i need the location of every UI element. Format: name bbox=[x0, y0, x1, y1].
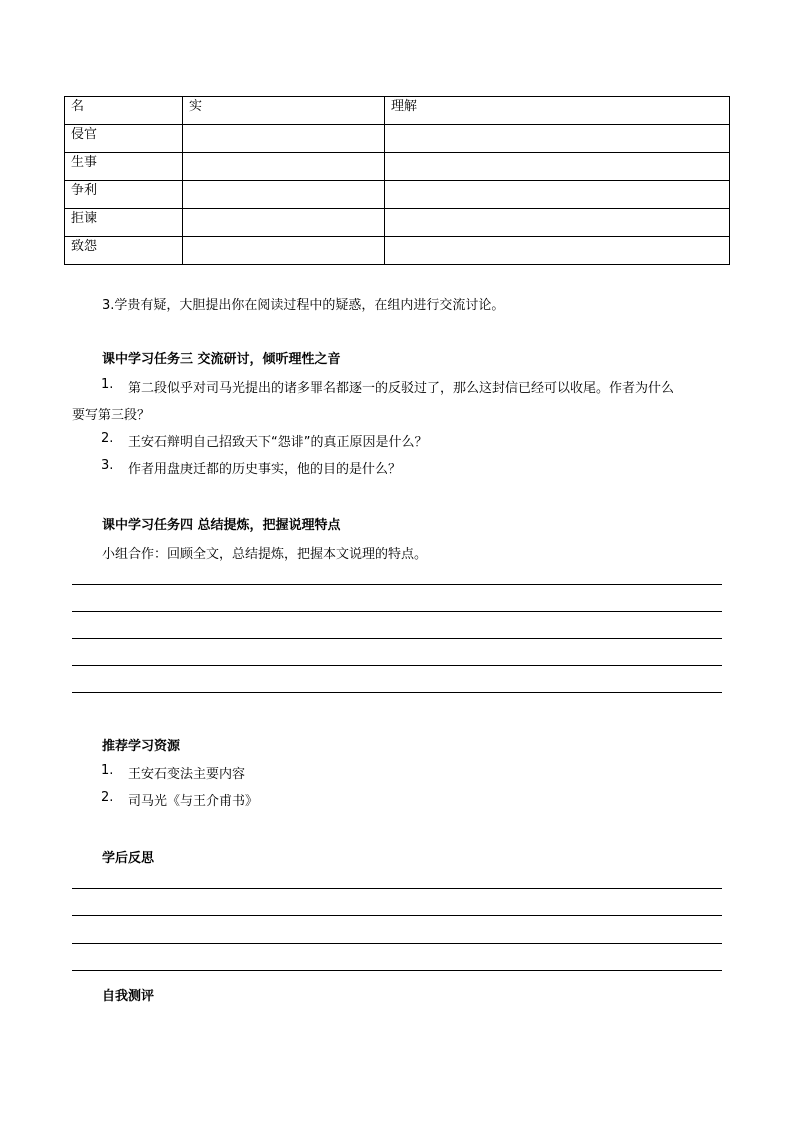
answer-line[interactable] bbox=[72, 584, 722, 585]
question-number: 2. bbox=[101, 431, 114, 446]
answer-line[interactable] bbox=[72, 611, 722, 612]
resources-heading: 推荐学习资源 bbox=[102, 739, 181, 754]
table-row bbox=[65, 153, 730, 181]
table-cell: 致怨 bbox=[65, 237, 183, 265]
table-row bbox=[65, 209, 730, 237]
table-header-cell: 理解 bbox=[385, 97, 730, 125]
reflection-line[interactable] bbox=[72, 970, 722, 971]
table-cell[interactable] bbox=[385, 237, 730, 265]
table-header-row bbox=[65, 97, 730, 125]
table-row bbox=[65, 181, 730, 209]
table-cell: 生事 bbox=[65, 153, 183, 181]
item-3-text: 3.学贵有疑，大胆提出你在阅读过程中的疑惑，在组内进行交流讨论。 bbox=[102, 298, 505, 313]
table-header-cell: 名 bbox=[65, 97, 183, 125]
table-cell[interactable] bbox=[385, 181, 730, 209]
resource-number: 2. bbox=[101, 790, 114, 805]
task3-heading: 课中学习任务三 交流研讨，倾听理性之音 bbox=[102, 352, 341, 367]
table-row bbox=[65, 125, 730, 153]
reflection-line[interactable] bbox=[72, 943, 722, 944]
question-text: 王安石辩明自己招致天下“怨诽”的真正原因是什么？ bbox=[128, 435, 428, 450]
table-cell[interactable] bbox=[183, 125, 385, 153]
table-cell[interactable] bbox=[385, 209, 730, 237]
table-cell[interactable] bbox=[183, 153, 385, 181]
answer-line[interactable] bbox=[72, 638, 722, 639]
table-cell: 侵官 bbox=[65, 125, 183, 153]
table-cell[interactable] bbox=[385, 125, 730, 153]
table-row bbox=[65, 237, 730, 265]
table-cell[interactable] bbox=[183, 209, 385, 237]
task4-heading: 课中学习任务四 总结提炼，把握说理特点 bbox=[102, 518, 341, 533]
name-reality-table bbox=[64, 96, 730, 265]
resource-number: 1. bbox=[101, 763, 114, 778]
table-cell[interactable] bbox=[183, 237, 385, 265]
question-text: 作者用盘庚迁都的历史事实，他的目的是什么？ bbox=[128, 462, 402, 477]
reflection-line[interactable] bbox=[72, 888, 722, 889]
table-header-cell: 实 bbox=[183, 97, 385, 125]
table-cell: 争利 bbox=[65, 181, 183, 209]
reflection-line[interactable] bbox=[72, 915, 722, 916]
answer-line[interactable] bbox=[72, 665, 722, 666]
task4-prompt: 小组合作：回顾全文，总结提炼，把握本文说理的特点。 bbox=[102, 547, 428, 562]
table-cell: 拒谏 bbox=[65, 209, 183, 237]
selftest-heading: 自我测评 bbox=[102, 989, 155, 1004]
answer-line[interactable] bbox=[72, 692, 722, 693]
reflection-heading: 学后反思 bbox=[102, 851, 155, 866]
question-text-continued: 要写第三段？ bbox=[72, 408, 151, 423]
table-cell[interactable] bbox=[385, 153, 730, 181]
resource-item: 司马光《与王介甫书》 bbox=[128, 794, 259, 809]
question-number: 3. bbox=[101, 458, 114, 473]
table-cell[interactable] bbox=[183, 181, 385, 209]
resource-item: 王安石变法主要内容 bbox=[128, 767, 246, 782]
question-text: 第二段似乎对司马光提出的诸多罪名都逐一的反驳过了，那么这封信已经可以收尾。作者为什么 bbox=[128, 381, 675, 396]
question-number: 1. bbox=[101, 377, 114, 392]
